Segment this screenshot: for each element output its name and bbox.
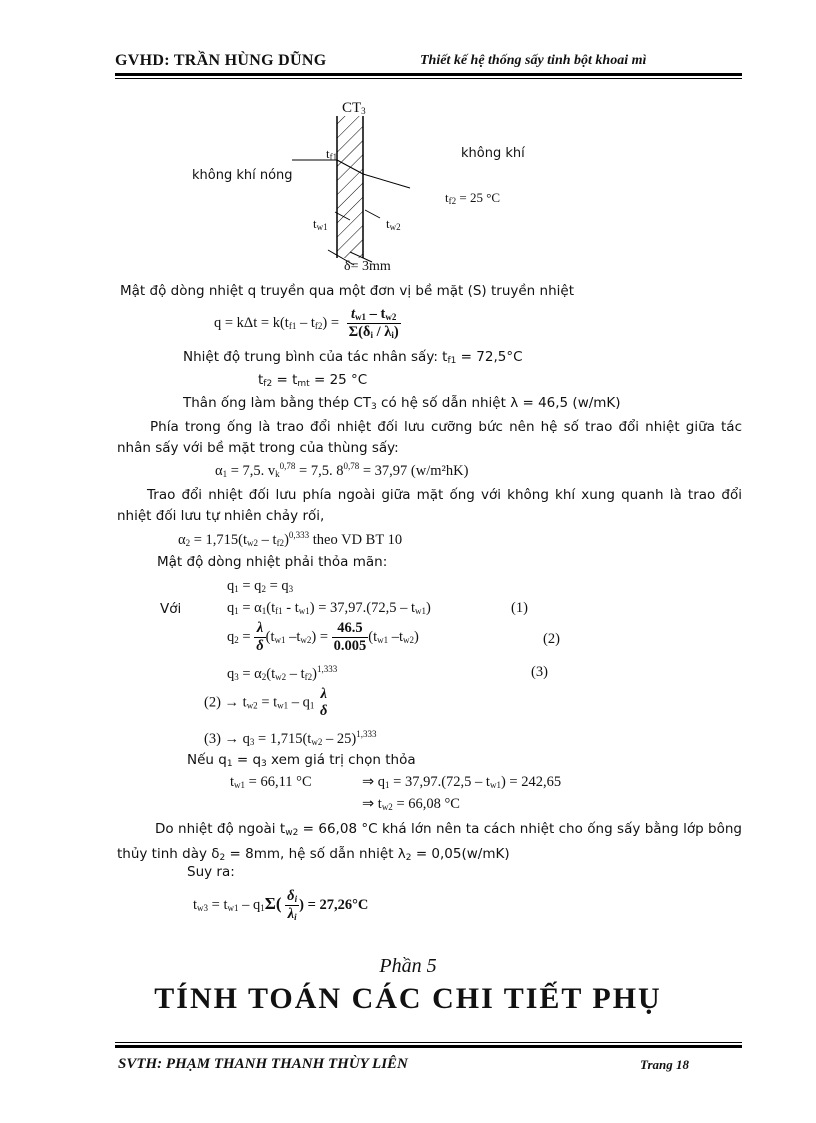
tw2-result: ⇒ $t_{w2} = 66,08$ °C — [362, 796, 460, 812]
eq2: $q_2$ = $\frac{\lambda}{\delta}$ ($t_{w1}$ $-t_{w2}$) = $\frac{46.5}{0.005}$ ($t_{w1}$ $-t_{w2}$) — [227, 620, 419, 654]
paragraph-outer-convection: Trao đổi nhiệt đối lưu phía ngoài giữa mặt ống với không khí xung quanh là trao đổi nhiệt đối lưu tự nhiên chảy rối, — [117, 487, 742, 524]
tw1-label: $t_{w1}$ — [313, 216, 328, 232]
section-title: TÍNH TOÁN CÁC CHI TIẾT PHỤ — [154, 982, 662, 1015]
alpha2-line: $\alpha_2 = 1,715(t_{w2} - t_{f2})^{0,333}$ theo VD BT 10 — [178, 530, 403, 548]
section-part-label: Phần 5 — [379, 955, 437, 977]
q1-result: ⇒ $q_1 = 37,97.(72,5 - t_{w1}) = 242,65$ — [362, 774, 562, 790]
header-rule-thin — [115, 78, 742, 79]
balance-intro: Mật độ dòng nhiệt phải thỏa mãn: — [157, 554, 388, 570]
alpha1-line: $\alpha_1 = 7,5$. $v_k^{0,78} = 7,5$. $8^{0,78} = 37,97$ (w/m²hK) — [215, 461, 469, 479]
paragraph-inner-convection: Phía trong ống là trao đổi nhiệt đối lưu cưỡng bức nên hệ số trao đổi nhiệt giữa tác nhân sấy với bề mặt trong của thùng sấy: — [117, 419, 742, 456]
result-q3: $(3) \to q_3 = 1,715(t_{w2} - 25)^{1,333}$ — [204, 729, 377, 747]
khong-khi-label: không khí — [461, 146, 525, 161]
eq1-tag: (1) — [511, 600, 528, 616]
result-tw2: $(2) \to t_{w2} = t_{w1} - q_1$ λ δ — [204, 686, 328, 719]
lambda-line: Thân ống làm bằng thép $CT_3$ có hệ số dẫn nhiệt λ = 46,5 (w/mK) — [183, 395, 621, 412]
balance-equation: $q_1 = q_2 = q_3$ — [227, 578, 294, 594]
header-title: Thiết kế hệ thống sấy tinh bột khoai mì — [420, 53, 647, 68]
tw3-formula: $t_{w3} = t_{w1} - q_1\Sigma$( $\frac{\delta_i}{\lambda_i}$ ) = 27,26°C — [193, 888, 369, 922]
footer-page-number: Trang 18 — [640, 1057, 689, 1072]
khong-khi-nong-label: không khí nóng — [192, 168, 293, 183]
ct3-label: $CT_3$ — [342, 100, 366, 116]
suy-ra-label: Suy ra: — [187, 864, 235, 880]
tf1-label: $t_{f1}$ — [326, 146, 338, 162]
footer-rule-thick — [115, 1045, 742, 1048]
eq2-tag: (2) — [543, 631, 560, 647]
temp-line-right — [363, 174, 410, 188]
eq3-tag: (3) — [531, 664, 548, 680]
heat-transfer-diagram — [280, 110, 440, 275]
wall-hatch — [337, 116, 363, 258]
tw1-choice: $t_{w1} = 66,11$ °C — [230, 774, 312, 790]
tf2-label: $t_{f2} = 25$ °C — [445, 190, 501, 206]
header-rule-thick — [115, 73, 742, 76]
tf2-line: $t_{f2} = t_{mt} = 25$ °C — [258, 372, 368, 389]
header-advisor: GVHD: TRẦN HÙNG DŨNG — [115, 52, 327, 69]
tw2-label: $t_{w2}$ — [386, 216, 401, 232]
tw2-pointer — [365, 210, 380, 218]
voi-label: Với — [160, 601, 182, 617]
condition-line: Nếu $q_1 = q_3$ xem giá trị chọn thỏa — [187, 752, 416, 769]
eq3: $q_3 = \alpha_2(t_{w2} - t_{f2})^{1,333}$ — [227, 664, 338, 682]
footer-student: SVTH: PHẠM THANH THANH THÙY LIÊN — [118, 1056, 408, 1072]
paragraph-insulation: Do nhiệt độ ngoài $t_{w2} = 66,08$ °C khá lớn nên ta cách nhiệt cho ống sấy bằng lớp bông thủy tinh dày $\delta_2 = 8mm$, hệ số dẫn nhiệt $\lambda_2 = 0,05(w/mK)$ — [117, 821, 742, 863]
tf1-line: Nhiệt độ trung bình của tác nhân sấy: $t_{f1} = 72,5^\circ C$ — [183, 349, 523, 366]
q-fraction: $\frac{t_{w1} - t_{w2}}{\Sigma(\delta_i / \lambda_i)}$ — [348, 306, 399, 340]
q-formula: $q = k\Delta t = k(t_{f1} - t_{f2})$ = $\frac{t_{w1} - t_{w2}}{\Sigma(\delta_i / \lambda_i)}$ — [214, 306, 399, 340]
eq1: $q_1 = \alpha_1(t_{f1} - t_{w1}) = 37,97.(72,5 - t_{w1})$ — [227, 600, 431, 616]
delta-label: δ= 3mm — [344, 259, 391, 274]
footer-rule-thin — [115, 1042, 742, 1043]
q-definition-text: Mật độ dòng nhiệt q truyền qua một đơn vị bề mặt (S) truyền nhiệt — [120, 283, 574, 299]
